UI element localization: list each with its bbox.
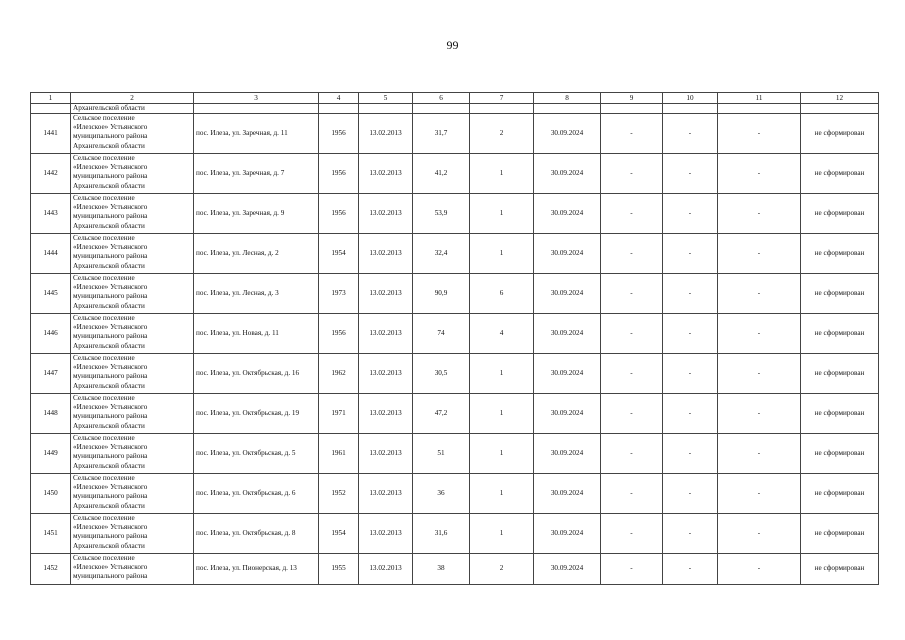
settlement-name-line: муниципального района <box>73 332 148 341</box>
settlement-name-cell <box>71 154 194 194</box>
address-cell: пос. Илеза, ул. Новая, д. 11 <box>194 314 319 354</box>
col9-cell: - <box>601 154 663 194</box>
settlement-name-line: «Илезское» Устьянского <box>73 323 148 332</box>
settlement-name-line: Сельское поселение <box>73 274 135 282</box>
settlement-name-cell <box>71 554 194 585</box>
settlement-name-line: «Илезское» Устьянского <box>73 363 148 372</box>
address-cell: пос. Илеза, ул. Заречная, д. 11 <box>194 114 319 154</box>
column-header: 10 <box>663 93 718 104</box>
status-cell: не сформирован <box>801 234 879 274</box>
settlement-name-line: Сельское поселение <box>73 354 135 362</box>
col9-cell: - <box>601 434 663 474</box>
quantity-cell: 1 <box>470 394 534 434</box>
col11-cell: - <box>718 194 801 234</box>
quantity-cell: 1 <box>470 234 534 274</box>
deadline-cell: 30.09.2024 <box>534 554 601 585</box>
settlement-name-line: Архангельской области <box>73 261 145 270</box>
date-cell: 13.02.2013 <box>359 274 413 314</box>
settlement-name-line: «Илезское» Устьянского <box>73 483 148 492</box>
settlement-name-line: Сельское поселение <box>73 314 135 322</box>
table-row <box>31 354 879 394</box>
deadline-cell: 30.09.2024 <box>534 434 601 474</box>
settlement-name-cell <box>71 514 194 554</box>
page-number: 99 <box>446 38 459 52</box>
col9-cell: - <box>601 314 663 354</box>
settlement-name-line: Сельское поселение <box>73 514 135 522</box>
column-header: 12 <box>801 93 879 104</box>
date-cell: 13.02.2013 <box>359 354 413 394</box>
col10-cell: - <box>663 114 718 154</box>
area-cell: 36 <box>413 474 470 514</box>
quantity-cell: 6 <box>470 274 534 314</box>
table-row <box>31 474 879 514</box>
settlement-name-line: муниципального района <box>73 412 148 421</box>
row-number-cell: 1441 <box>31 114 71 154</box>
build-year-cell: 1954 <box>319 234 359 274</box>
area-cell: 47,2 <box>413 394 470 434</box>
date-cell: 13.02.2013 <box>359 234 413 274</box>
deadline-cell: 30.09.2024 <box>534 194 601 234</box>
col9-cell: - <box>601 554 663 585</box>
column-header: 2 <box>71 93 194 104</box>
settlement-name-line: «Илезское» Устьянского <box>73 563 148 572</box>
deadline-cell: 30.09.2024 <box>534 514 601 554</box>
quantity-cell: 1 <box>470 354 534 394</box>
col10-cell: - <box>663 314 718 354</box>
area-cell: 51 <box>413 434 470 474</box>
address-cell: пос. Илеза, ул. Пионерская, д. 13 <box>194 554 319 585</box>
col9-cell: - <box>601 194 663 234</box>
date-cell: 13.02.2013 <box>359 394 413 434</box>
col9-cell: - <box>601 354 663 394</box>
col10-cell: - <box>663 154 718 194</box>
address-cell: пос. Илеза, ул. Октябрьская, д. 19 <box>194 394 319 434</box>
deadline-cell: 30.09.2024 <box>534 354 601 394</box>
settlement-name-line: муниципального района <box>73 212 148 221</box>
settlement-name-line: муниципального района <box>73 292 148 301</box>
settlement-name-line: Архангельской области <box>73 421 145 430</box>
settlement-name-line: «Илезское» Устьянского <box>73 403 148 412</box>
status-cell: не сформирован <box>801 354 879 394</box>
status-cell: не сформирован <box>801 514 879 554</box>
address-cell: пос. Илеза, ул. Октябрьская, д. 6 <box>194 474 319 514</box>
settlement-name-line: «Илезское» Устьянского <box>73 443 148 452</box>
column-header: 8 <box>534 93 601 104</box>
area-cell: 74 <box>413 314 470 354</box>
row-number-cell: 1451 <box>31 514 71 554</box>
col10-cell: - <box>663 474 718 514</box>
date-cell: 13.02.2013 <box>359 434 413 474</box>
build-year-cell: 1956 <box>319 194 359 234</box>
status-cell: не сформирован <box>801 394 879 434</box>
status-cell: не сформирован <box>801 474 879 514</box>
quantity-cell: 4 <box>470 314 534 354</box>
col9-cell: - <box>601 274 663 314</box>
table-row <box>31 434 879 474</box>
status-cell: не сформирован <box>801 554 879 585</box>
column-header: 9 <box>601 93 663 104</box>
address-cell: пос. Илеза, ул. Октябрьская, д. 8 <box>194 514 319 554</box>
table-row <box>31 154 879 194</box>
settlement-name-line: Архангельской области <box>73 381 145 390</box>
settlement-name-cell <box>71 354 194 394</box>
col9-cell: - <box>601 514 663 554</box>
column-number-row <box>31 93 879 104</box>
settlement-name-cell <box>71 114 194 154</box>
date-cell: 13.02.2013 <box>359 154 413 194</box>
deadline-cell: 30.09.2024 <box>534 154 601 194</box>
col11-cell: - <box>718 514 801 554</box>
quantity-cell: 2 <box>470 554 534 585</box>
housing-register-table <box>30 92 879 585</box>
quantity-cell: 1 <box>470 194 534 234</box>
area-cell: 31,6 <box>413 514 470 554</box>
area-cell: 31,7 <box>413 114 470 154</box>
row-number-cell: 1442 <box>31 154 71 194</box>
column-header: 4 <box>319 93 359 104</box>
col10-cell: - <box>663 394 718 434</box>
build-year-cell: 1971 <box>319 394 359 434</box>
area-cell: 32,4 <box>413 234 470 274</box>
continuation-text: Архангельской области <box>71 104 194 114</box>
table-row <box>31 194 879 234</box>
col11-cell: - <box>718 394 801 434</box>
settlement-name-line: муниципального района <box>73 252 148 261</box>
settlement-name-cell <box>71 394 194 434</box>
settlement-name-line: муниципального района <box>73 532 148 541</box>
continuation-row <box>31 104 879 114</box>
column-header: 7 <box>470 93 534 104</box>
status-cell: не сформирован <box>801 434 879 474</box>
build-year-cell: 1955 <box>319 554 359 585</box>
settlement-name-line: Архангельской области <box>73 541 145 550</box>
settlement-name-cell <box>71 434 194 474</box>
area-cell: 30,5 <box>413 354 470 394</box>
date-cell: 13.02.2013 <box>359 514 413 554</box>
settlement-name-line: Сельское поселение <box>73 194 135 202</box>
build-year-cell: 1973 <box>319 274 359 314</box>
table-body <box>31 93 879 585</box>
settlement-name-line: Сельское поселение <box>73 434 135 442</box>
deadline-cell: 30.09.2024 <box>534 394 601 434</box>
col11-cell: - <box>718 434 801 474</box>
table-row <box>31 234 879 274</box>
settlement-name-cell <box>71 314 194 354</box>
settlement-name-line: муниципального района <box>73 372 148 381</box>
settlement-name-line: Сельское поселение <box>73 474 135 482</box>
col11-cell: - <box>718 314 801 354</box>
col10-cell: - <box>663 194 718 234</box>
area-cell: 90,9 <box>413 274 470 314</box>
settlement-name-line: Сельское поселение <box>73 234 135 242</box>
date-cell: 13.02.2013 <box>359 554 413 585</box>
address-cell: пос. Илеза, ул. Октябрьская, д. 5 <box>194 434 319 474</box>
settlement-name-line: «Илезское» Устьянского <box>73 283 148 292</box>
col11-cell: - <box>718 234 801 274</box>
col11-cell: - <box>718 474 801 514</box>
table-row <box>31 114 879 154</box>
quantity-cell: 1 <box>470 514 534 554</box>
build-year-cell: 1956 <box>319 154 359 194</box>
table-row <box>31 274 879 314</box>
col11-cell: - <box>718 114 801 154</box>
row-number-cell: 1445 <box>31 274 71 314</box>
status-cell: не сформирован <box>801 154 879 194</box>
quantity-cell: 1 <box>470 474 534 514</box>
table-row <box>31 314 879 354</box>
row-number-cell: 1444 <box>31 234 71 274</box>
date-cell: 13.02.2013 <box>359 314 413 354</box>
row-number-cell: 1446 <box>31 314 71 354</box>
row-number-cell: 1449 <box>31 434 71 474</box>
area-cell: 41,2 <box>413 154 470 194</box>
settlement-name-line: «Илезское» Устьянского <box>73 243 148 252</box>
deadline-cell: 30.09.2024 <box>534 274 601 314</box>
settlement-name-line: Архангельской области <box>73 221 145 230</box>
table-row <box>31 514 879 554</box>
address-cell: пос. Илеза, ул. Лесная, д. 3 <box>194 274 319 314</box>
quantity-cell: 1 <box>470 434 534 474</box>
col11-cell: - <box>718 554 801 585</box>
col9-cell: - <box>601 474 663 514</box>
settlement-name-line: Сельское поселение <box>73 154 135 162</box>
status-cell: не сформирован <box>801 114 879 154</box>
col11-cell: - <box>718 354 801 394</box>
settlement-name-line: «Илезское» Устьянского <box>73 163 148 172</box>
col10-cell: - <box>663 554 718 585</box>
settlement-name-line: Архангельской области <box>73 141 145 150</box>
address-cell: пос. Илеза, ул. Октябрьская, д. 16 <box>194 354 319 394</box>
settlement-name-cell <box>71 234 194 274</box>
col9-cell: - <box>601 394 663 434</box>
col10-cell: - <box>663 434 718 474</box>
status-cell: не сформирован <box>801 314 879 354</box>
row-number-cell: 1452 <box>31 554 71 585</box>
row-number-cell: 1443 <box>31 194 71 234</box>
quantity-cell: 2 <box>470 114 534 154</box>
column-header: 5 <box>359 93 413 104</box>
col10-cell: - <box>663 274 718 314</box>
build-year-cell: 1956 <box>319 114 359 154</box>
col10-cell: - <box>663 514 718 554</box>
address-cell: пос. Илеза, ул. Заречная, д. 9 <box>194 194 319 234</box>
deadline-cell: 30.09.2024 <box>534 314 601 354</box>
settlement-name-line: Сельское поселение <box>73 114 135 122</box>
area-cell: 53,9 <box>413 194 470 234</box>
settlement-name-line: муниципального района <box>73 132 148 141</box>
area-cell: 38 <box>413 554 470 585</box>
col11-cell: - <box>718 154 801 194</box>
quantity-cell: 1 <box>470 154 534 194</box>
address-cell: пос. Илеза, ул. Заречная, д. 7 <box>194 154 319 194</box>
col11-cell: - <box>718 274 801 314</box>
settlement-name-line: Архангельской области <box>73 461 145 470</box>
address-cell: пос. Илеза, ул. Лесная, д. 2 <box>194 234 319 274</box>
settlement-name-line: муниципального района <box>73 492 148 501</box>
table-row <box>31 554 879 585</box>
settlement-name-line: муниципального района <box>73 172 148 181</box>
settlement-name-line: Архангельской области <box>73 341 145 350</box>
date-cell: 13.02.2013 <box>359 194 413 234</box>
settlement-name-line: «Илезское» Устьянского <box>73 203 148 212</box>
deadline-cell: 30.09.2024 <box>534 114 601 154</box>
build-year-cell: 1962 <box>319 354 359 394</box>
settlement-name-line: муниципального района <box>73 572 148 581</box>
col10-cell: - <box>663 354 718 394</box>
col9-cell: - <box>601 234 663 274</box>
settlement-name-line: «Илезское» Устьянского <box>73 123 148 132</box>
row-number-cell: 1448 <box>31 394 71 434</box>
settlement-name-line: «Илезское» Устьянского <box>73 523 148 532</box>
settlement-name-line: муниципального района <box>73 452 148 461</box>
settlement-name-cell <box>71 474 194 514</box>
column-header: 1 <box>31 93 71 104</box>
row-number-cell: 1447 <box>31 354 71 394</box>
column-header: 11 <box>718 93 801 104</box>
column-header: 6 <box>413 93 470 104</box>
build-year-cell: 1956 <box>319 314 359 354</box>
build-year-cell: 1961 <box>319 434 359 474</box>
col9-cell: - <box>601 114 663 154</box>
deadline-cell: 30.09.2024 <box>534 474 601 514</box>
build-year-cell: 1952 <box>319 474 359 514</box>
column-header: 3 <box>194 93 319 104</box>
col10-cell: - <box>663 234 718 274</box>
date-cell: 13.02.2013 <box>359 474 413 514</box>
date-cell: 13.02.2013 <box>359 114 413 154</box>
settlement-name-line: Сельское поселение <box>73 394 135 402</box>
settlement-name-line: Архангельской области <box>73 181 145 190</box>
status-cell: не сформирован <box>801 194 879 234</box>
table-row <box>31 394 879 434</box>
status-cell: не сформирован <box>801 274 879 314</box>
build-year-cell: 1954 <box>319 514 359 554</box>
settlement-name-line: Сельское поселение <box>73 554 135 562</box>
settlement-name-cell <box>71 274 194 314</box>
settlement-name-line: Архангельской области <box>73 301 145 310</box>
row-number-cell: 1450 <box>31 474 71 514</box>
deadline-cell: 30.09.2024 <box>534 234 601 274</box>
settlement-name-cell <box>71 194 194 234</box>
settlement-name-line: Архангельской области <box>73 501 145 510</box>
